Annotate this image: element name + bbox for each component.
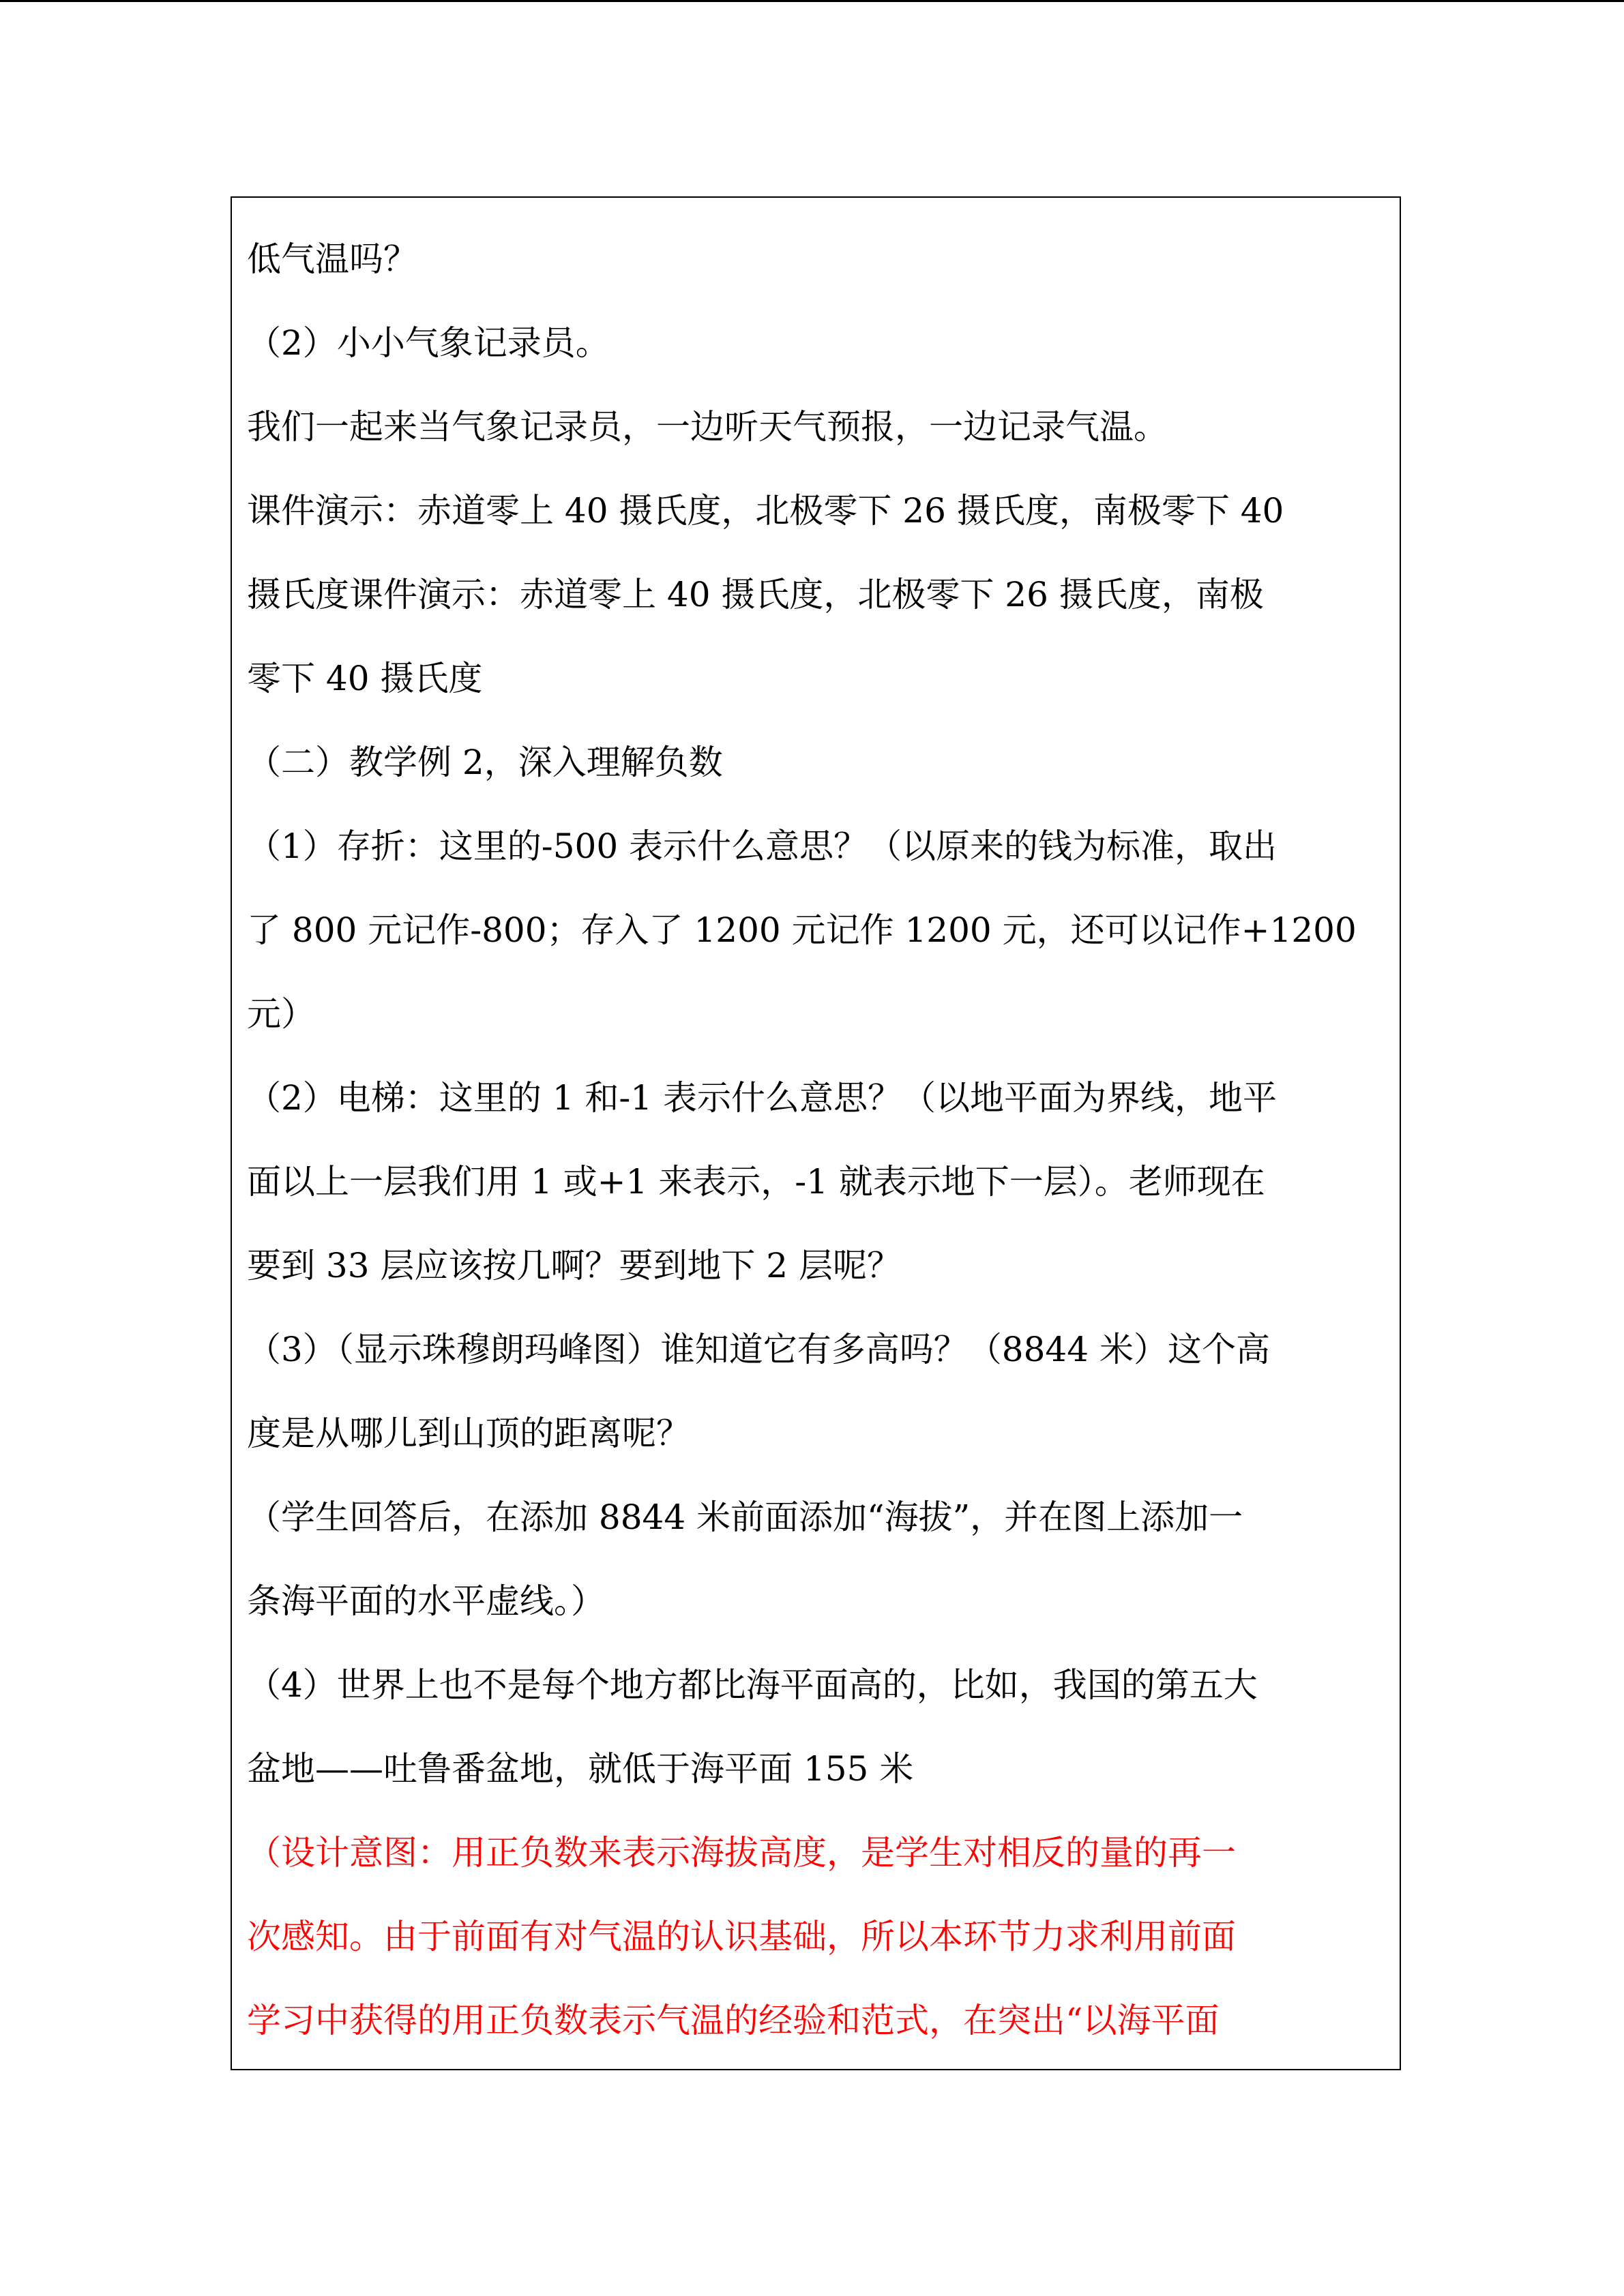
design-intent-line: （设计意图：用正负数来表示海拔高度，是学生对相反的量的再一 — [247, 1833, 1236, 1873]
text-line: 零下 40 摄氏度 — [247, 659, 483, 698]
text-line: （二）教学例 2，深入理解负数 — [247, 743, 723, 782]
text-line: 度是从哪儿到山顶的距离呢？ — [247, 1414, 690, 1453]
text-line: 元） — [247, 994, 315, 1034]
text-line: 盆地——吐鲁番盆地，就低于海平面 155 米 — [247, 1749, 914, 1789]
text-line: （学生回答后，在添加 8844 米前面添加“海拔”，并在图上添加一 — [247, 1497, 1243, 1537]
text-line: （2）电梯：这里的 1 和-1 表示什么意思？（以地平面为界线，地平 — [247, 1078, 1278, 1118]
text-line: 要到 33 层应该按几啊？要到地下 2 层呢？ — [247, 1246, 902, 1285]
text-line: 面以上一层我们用 1 或+1 来表示，-1 就表示地下一层）。老师现在 — [247, 1162, 1265, 1202]
text-line: 摄氏度课件演示：赤道零上 40 摄氏度，北极零下 26 摄氏度，南极 — [247, 575, 1264, 614]
design-intent-line: 次感知。由于前面有对气温的认识基础，所以本环节力求利用前面 — [247, 1917, 1236, 1956]
text-line: （3）（显示珠穆朗玛峰图）谁知道它有多高吗？（8844 米）这个高 — [247, 1330, 1270, 1369]
text-line: （4）世界上也不是每个地方都比海平面高的，比如，我国的第五大 — [247, 1665, 1258, 1705]
lesson-text-box — [231, 196, 1401, 2070]
text-line: 我们一起来当气象记录员，一边听天气预报，一边记录气温。 — [247, 407, 1168, 447]
text-line: 条海平面的水平虚线。） — [247, 1581, 605, 1621]
text-line: 低气温吗？ — [247, 239, 417, 279]
page-top-rule — [0, 0, 1624, 2]
text-line: 课件演示：赤道零上 40 摄氏度，北极零下 26 摄氏度，南极零下 40 — [247, 491, 1284, 531]
text-line: （1）存折：这里的-500 表示什么意思？（以原来的钱为标准，取出 — [247, 826, 1278, 866]
text-line: 了 800 元记作-800；存入了 1200 元记作 1200 元，还可以记作+1200 — [247, 910, 1357, 950]
text-line: （2）小小气象记录员。 — [247, 323, 610, 363]
design-intent-line: 学习中获得的用正负数表示气温的经验和范式，在突出“以海平面 — [247, 2001, 1220, 2040]
